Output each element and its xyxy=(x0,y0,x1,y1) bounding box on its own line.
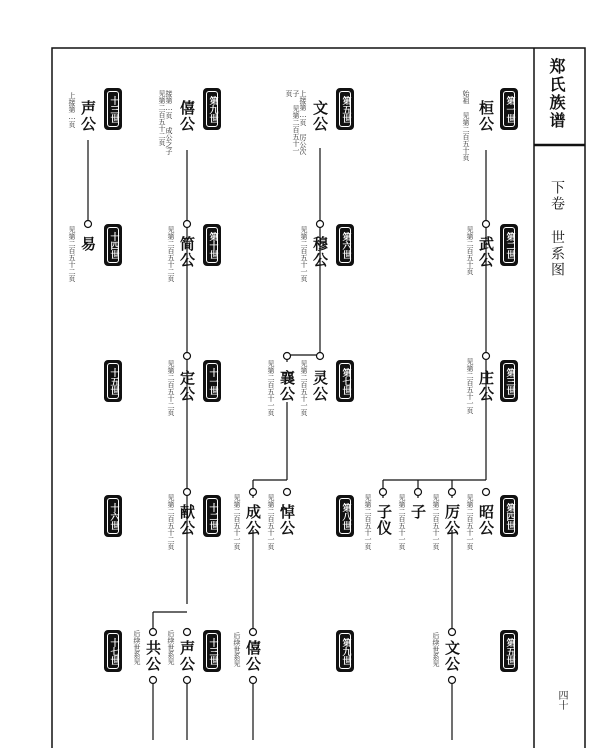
book-title: 郑氏族谱 xyxy=(547,58,566,130)
person-zhaogong: 昭公 xyxy=(477,504,495,536)
generation-badge-9b: 第九世 xyxy=(336,630,354,672)
person-chenggong: 成公 xyxy=(244,504,262,536)
volume-title: 下卷 世系图 xyxy=(549,180,565,278)
generation-badge-2: 第二世 xyxy=(500,224,518,266)
person-xiangong: 献公 xyxy=(178,504,196,536)
person-wengong: 文公 xyxy=(311,100,329,132)
person-xigong: 僖公 xyxy=(178,100,196,132)
person-daogong: 悼公 xyxy=(278,504,296,536)
note-yi: 见第二百五十二页 xyxy=(68,226,76,282)
note-xigong-continued: 后续世系见 xyxy=(233,632,241,667)
person-shenggong-continued: 声公 xyxy=(178,640,196,672)
note-chenggong: 见第二百五十一页 xyxy=(233,494,241,550)
generation-badge-12: 十二世 xyxy=(203,495,221,537)
note-dinggong: 见第二百五十二页 xyxy=(167,360,175,416)
generation-badge-3: 第三世 xyxy=(500,360,518,402)
note-daogong: 见第二百五十一页 xyxy=(267,494,275,550)
note-xianggong: 见第二百五十一页 xyxy=(267,360,275,416)
note-shenggong: 上接第…页 xyxy=(68,92,76,128)
note-wengong: 上接第…页 厉公次子 见第二百五十一页 xyxy=(285,90,307,155)
person-gonggong: 共公 xyxy=(144,640,162,672)
generation-badge-5: 第五世 xyxy=(500,630,518,672)
person-dinggong: 定公 xyxy=(178,370,196,402)
note-wengong-continued: 后续世系见 xyxy=(432,632,440,667)
note-zhuanggong: 见第二百五十一页 xyxy=(466,358,474,414)
generation-badge-17: 十七世 xyxy=(104,630,122,672)
note-ziyi: 见第二百五十一页 xyxy=(364,494,372,550)
note-ligong: 见第二百五十一页 xyxy=(432,494,440,550)
generation-badge-14: 十四世 xyxy=(104,224,122,266)
note-xigong: 接第…页 成公之子 见第二百五十二页 xyxy=(158,90,173,155)
note-zi: 见第二百五十一页 xyxy=(398,494,406,550)
generation-badge-4: 第四世 xyxy=(500,495,518,537)
generation-badge-8: 第八世 xyxy=(336,495,354,537)
note-linggong: 见第二百五十一页 xyxy=(300,360,308,416)
person-yi: 易 xyxy=(79,236,97,252)
note-zhaogong: 见第二百五十一页 xyxy=(466,494,474,550)
person-zi: 子 xyxy=(409,504,427,520)
person-shenggong: 声公 xyxy=(79,100,97,132)
note-mugong: 见第二百五十一页 xyxy=(300,226,308,282)
generation-badge-10: 第十世 xyxy=(203,224,221,266)
person-zhuanggong: 庄公 xyxy=(477,370,495,402)
person-mugong: 穆公 xyxy=(311,236,329,268)
note-shenggong-continued: 后续世系见 xyxy=(167,630,175,665)
generation-badge-15: 十五世 xyxy=(104,360,122,402)
person-jiangong: 简公 xyxy=(178,236,196,268)
generation-badge-9: 第九世 xyxy=(203,88,221,130)
person-wengong-continued: 文公 xyxy=(443,640,461,672)
note-gonggong: 后续世系见 xyxy=(133,630,141,665)
person-ziyi: 子仪 xyxy=(375,504,393,536)
generation-badge-6: 第六世 xyxy=(336,224,354,266)
note-jiangong: 见第二百五十二页 xyxy=(167,226,175,282)
person-xianggong: 襄公 xyxy=(278,370,296,402)
generation-badge-5b: 第五世 xyxy=(336,88,354,130)
person-linggong: 灵公 xyxy=(311,370,329,402)
generation-badge-13: 十三世 xyxy=(203,630,221,672)
generation-badge-11: 十一世 xyxy=(203,360,221,402)
person-xigong-continued: 僖公 xyxy=(244,640,262,672)
note-wugong: 见第二百五十页 xyxy=(466,226,474,275)
note-huangong: 始祖 见第二百五十页 xyxy=(462,90,470,161)
generation-badge-1: 第一世 xyxy=(500,88,518,130)
generation-badge-13b: 十三世 xyxy=(104,88,122,130)
generation-badge-7: 第七世 xyxy=(336,360,354,402)
note-xiangong: 见第二百五十二页 xyxy=(167,494,175,550)
person-wugong: 武公 xyxy=(477,236,495,268)
generation-badge-16: 十六世 xyxy=(104,495,122,537)
person-huangong: 桓公 xyxy=(477,100,495,132)
person-ligong: 厉公 xyxy=(443,504,461,536)
page-number: 四十 xyxy=(556,690,567,710)
